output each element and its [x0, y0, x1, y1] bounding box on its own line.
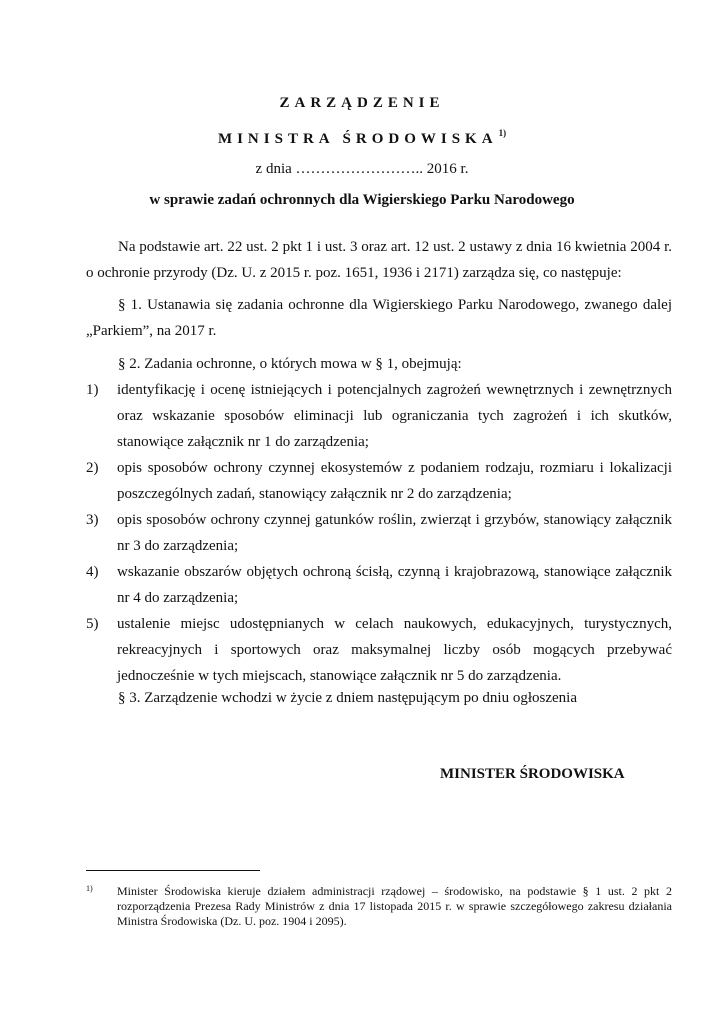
document-title: ZARZĄDZENIE [279, 95, 445, 111]
list-item-text: ustalenie miejsc udostępnianych w celach naukowych, edukacyjnych, turystycznych, rekreacyjnych i sportowych oraz maksymalnej liczby osób mogących przebywać jednocześnie w tych miejscach, stanowiące załącznik nr 5 do zarządzenia. [117, 616, 672, 684]
footnote [86, 884, 672, 929]
issuer-heading [0, 128, 724, 148]
list-item-text: opis sposobów ochrony czynnej gatunków roślin, zwierząt i grzybów, stanowiący załącznik nr 3 do zarządzenia; [117, 512, 672, 554]
section-3: § 3. Zarządzenie wchodzi w życie z dniem następującym po dniu ogłoszenia [118, 690, 577, 706]
list-item-number: 4) [86, 564, 99, 580]
list-item-text: opis sposobów ochrony czynnej ekosystemów z podaniem rodzaju, rozmiaru i lokalizacji poszczególnych zadań, stanowiący załącznik nr 2 do zarządzenia; [117, 460, 672, 502]
list-item [86, 559, 672, 611]
list-item [86, 455, 672, 507]
list-item-number: 2) [86, 460, 99, 476]
list-item-text: identyfikację i ocenę istniejących i potencjalnych zagrożeń wewnętrznych i zewnętrznych oraz wskazanie sposobów eliminacji lub ograniczania tych zagrożeń i ich skutków, stanowiące załącznik nr 1 do zarządzenia; [117, 382, 672, 450]
list-item [86, 507, 672, 559]
footnote-mark: 1) [86, 884, 93, 893]
subject-line: w sprawie zadań ochronnych dla Wigierskiego Parku Narodowego [149, 192, 575, 208]
list-item-number: 3) [86, 512, 99, 528]
section-1: § 1. Ustanawia się zadania ochronne dla Wigierskiego Parku Narodowego, zwanego dalej „Parkiem”, na 2017 r. [86, 297, 672, 339]
date-line: z dnia …………………….. 2016 r. [255, 161, 469, 177]
signature-block: MINISTER ŚRODOWISKA [440, 766, 625, 782]
list-item-text: wskazanie obszarów objętych ochroną ścisłą, czynną i krajobrazową, stanowiące załącznik nr 4 do zarządzenia; [117, 564, 672, 606]
issuer-footnote-ref: 1) [498, 128, 507, 138]
section-2-lead: § 2. Zadania ochronne, o których mowa w § 1, obejmują: [118, 356, 462, 372]
intro-paragraph: Na podstawie art. 22 ust. 2 pkt 1 i ust. 3 oraz art. 12 ust. 2 ustawy z dnia 16 kwietnia 2004 r. o ochronie przyrody (Dz. U. z 2015 r. poz. 1651, 1936 i 2171) zarządza się, co następuje: [86, 239, 672, 281]
list-item-number: 1) [86, 382, 99, 398]
list-item-number: 5) [86, 616, 99, 632]
footnote-text: Minister Środowiska kieruje działem administracji rządowej – środowisko, na podstawie § 1 ust. 2 pkt 2 rozporządzenia Prezesa Rady Ministrów z dnia 17 listopada 2015 r. w sprawie szczegółowego zakresu działania Ministra Środowiska (Dz. U. poz. 1904 i 2095). [117, 884, 672, 928]
list-item [86, 377, 672, 455]
issuer-name: MINISTRA ŚRODOWISKA [217, 131, 498, 147]
footnote-separator [86, 870, 260, 871]
list-item [86, 611, 672, 689]
section-2-list [86, 377, 672, 689]
